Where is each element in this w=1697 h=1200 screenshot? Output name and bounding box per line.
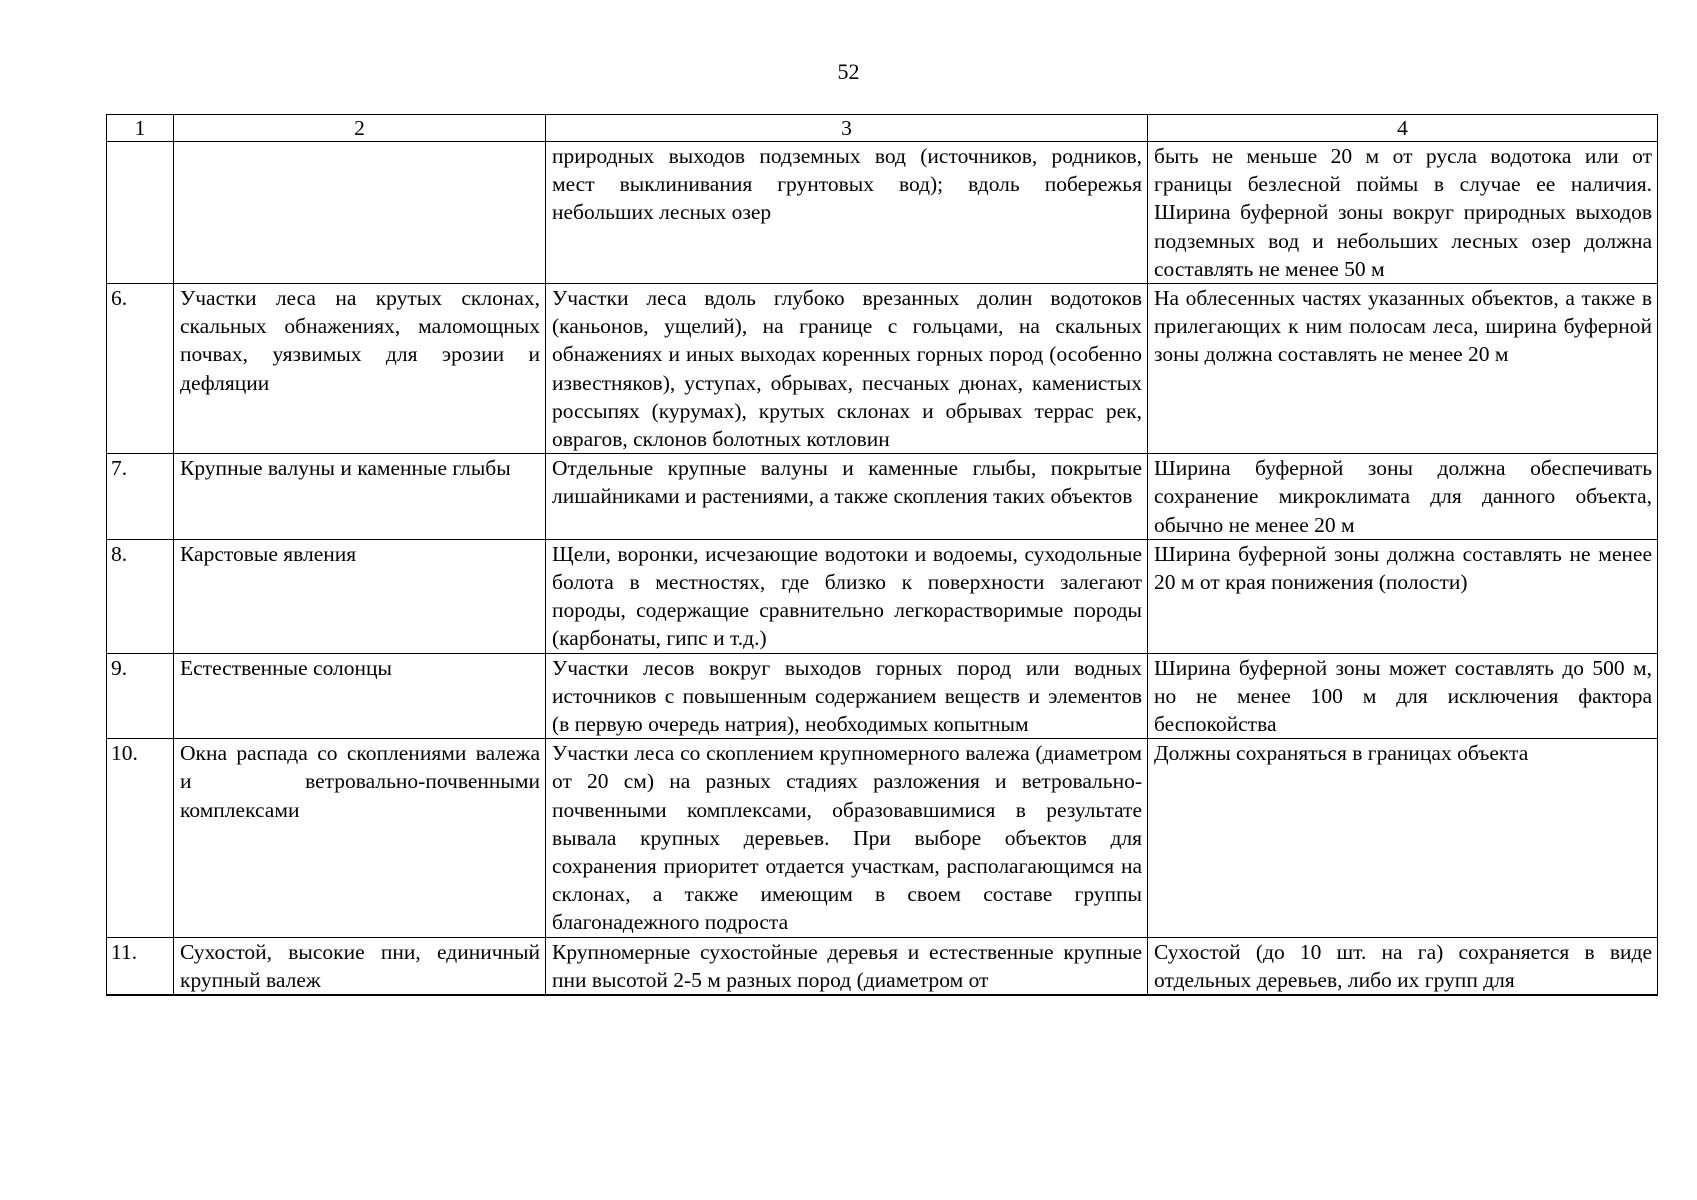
features-cell: природных выходов подземных вод (источников, родников, мест выклинивания грунтовых вод); вдоль побережья небольших лесных озер — [546, 142, 1148, 284]
row-number: 8. — [107, 539, 174, 653]
buffer-cell: быть не меньше 20 м от русла водотока или от границы безлесной поймы в случае ее наличия. Ширина буферной зоны вокруг природных выходов подземных вод и небольших лесных озер должна составлять не менее 50 м — [1148, 142, 1658, 284]
table-row — [107, 539, 1658, 653]
object-cell: Естественные солонцы — [174, 653, 546, 739]
table-row — [107, 937, 1658, 995]
table-row — [107, 284, 1658, 454]
table-row — [107, 739, 1658, 937]
object-cell: Карстовые явления — [174, 539, 546, 653]
object-cell: Окна распада со скоплениями валежа и ветровально-почвенными комплексами — [174, 739, 546, 937]
row-number: 6. — [107, 284, 174, 454]
features-cell: Участки леса со скоплением крупномерного валежа (диаметром от 20 см) на разных стадиях разложения и ветровально-почвенными комплексами, образовавшимися в результате вывала крупных деревьев. При выборе объектов для сохранения приоритет отдается участкам, располагающимся на склонах, а также имеющим в своем составе группы благонадежного подроста — [546, 739, 1148, 937]
object-cell: Участки леса на крутых склонах, скальных обнажениях, маломощных почвах, уязвимых для эрозии и дефляции — [174, 284, 546, 454]
buffer-cell: Должны сохраняться в границах объекта — [1148, 739, 1658, 937]
buffer-cell: На облесенных частях указанных объектов, а также в прилегающих к ним полосам леса, ширина буферной зоны должна составлять не менее 20 м — [1148, 284, 1658, 454]
page-number: 52 — [837, 59, 860, 84]
header-col-3: 3 — [546, 115, 1148, 142]
object-cell: Крупные валуны и каменные глыбы — [174, 454, 546, 540]
buffer-cell: Ширина буферной зоны должна составлять не менее 20 м от края понижения (полости) — [1148, 539, 1658, 653]
buffer-cell: Ширина буферной зоны должна обеспечивать сохранение микроклимата для данного объекта, обычно не менее 20 м — [1148, 454, 1658, 540]
row-number: 11. — [107, 937, 174, 995]
row-number: 10. — [107, 739, 174, 937]
features-cell: Участки леса вдоль глубоко врезанных долин водотоков (каньонов, ущелий), на границе с гольцами, на скальных обнажениях и иных выходах коренных горных пород (особенно известняков), уступах, обрывах, песчаных дюнах, каменистых россыпях (курумах), крутых склонах и обрывах террас рек, оврагов, склонов болотных котловин — [546, 284, 1148, 454]
object-cell — [174, 142, 546, 284]
buffer-cell: Ширина буферной зоны может составлять до 500 м, но не менее 100 м для исключения фактора беспокойства — [1148, 653, 1658, 739]
object-cell: Сухостой, высокие пни, единичный крупный валеж — [174, 937, 546, 995]
table-header-row — [107, 115, 1658, 142]
row-number: 7. — [107, 454, 174, 540]
table-row — [107, 142, 1658, 284]
header-col-4: 4 — [1148, 115, 1658, 142]
header-col-1: 1 — [107, 115, 174, 142]
row-number — [107, 142, 174, 284]
buffer-zone-table — [106, 114, 1658, 996]
header-col-2: 2 — [174, 115, 546, 142]
features-cell: Отдельные крупные валуны и каменные глыбы, покрытые лишайниками и растениями, а также скопления таких объектов — [546, 454, 1148, 540]
table-row — [107, 653, 1658, 739]
row-number: 9. — [107, 653, 174, 739]
buffer-cell: Сухостой (до 10 шт. на га) сохраняется в виде отдельных деревьев, либо их групп для — [1148, 937, 1658, 995]
features-cell: Участки лесов вокруг выходов горных пород или водных источников с повышенным содержанием веществ и элементов (в первую очередь натрия), необходимых копытным — [546, 653, 1148, 739]
table-row — [107, 454, 1658, 540]
features-cell: Щели, воронки, исчезающие водотоки и водоемы, суходольные болота в местностях, где близко к поверхности залегают породы, содержащие сравнительно легкорастворимые породы (карбонаты, гипс и т.д.) — [546, 539, 1148, 653]
features-cell: Крупномерные сухостойные деревья и естественные крупные пни высотой 2-5 м разных пород (диаметром от — [546, 937, 1148, 995]
